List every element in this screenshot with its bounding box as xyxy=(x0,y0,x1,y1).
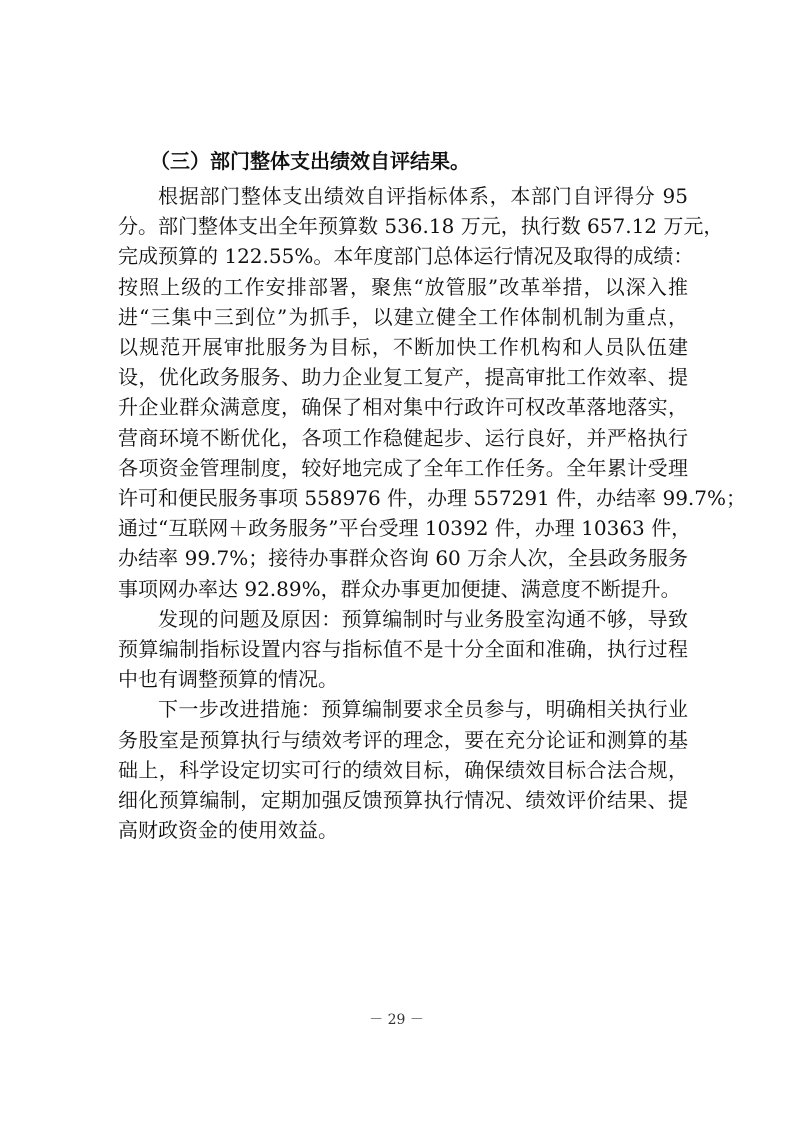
text-line: 完成预算的 122.55%。本年度部门总体运行情况及取得的成绩： xyxy=(118,244,694,269)
text-line: 通过“互联网＋政务服务”平台受理 10392 件，办理 10363 件， xyxy=(118,516,692,541)
section-heading: （三）部门整体支出绩效自评结果。 xyxy=(150,149,470,173)
text-line: 进“三集中三到位”为抓手，以建立健全工作体制机制为重点， xyxy=(118,304,688,329)
text-line: 务股室是预算执行与绩效考评的理念，要在充分论证和测算的基 xyxy=(118,727,688,752)
text-line: 预算编制指标设置内容与指标值不是十分全面和准确，执行过程 xyxy=(118,637,688,662)
text-line: 高财政资金的使用效益。 xyxy=(118,818,338,843)
text-line: 按照上级的工作安排部署，聚焦“放管服”改革举措，以深入推 xyxy=(118,274,688,299)
text-line: 办结率 99.7%；接待办事群众咨询 60 万余人次，全县政务服务 xyxy=(118,546,688,571)
paragraph-improvements xyxy=(118,694,688,845)
text-line: 分。部门整体支出全年预算数 536.18 万元，执行数 657.12 万元， xyxy=(118,214,724,239)
text-line: 许可和便民服务事项 558976 件，办理 557291 件，办结率 99.7%； xyxy=(118,486,747,511)
text-line: 升企业群众满意度，确保了相对集中行政许可权改革落地落实， xyxy=(118,395,688,420)
paragraph-self-evaluation xyxy=(118,181,747,604)
paragraph-problems xyxy=(118,604,688,695)
text-line: 各项资金管理制度，较好地完成了全年工作任务。全年累计受理 xyxy=(118,455,688,480)
text-line: 事项网办率达 92.89%，群众办事更加便捷、满意度不断提升。 xyxy=(118,576,681,601)
body-text xyxy=(118,181,747,845)
text-line: 发现的问题及原因：预算编制时与业务股室沟通不够，导致 xyxy=(158,606,688,631)
text-line: 根据部门整体支出绩效自评指标体系，本部门自评得分 95 xyxy=(158,184,688,208)
text-line: 中也有调整预算的情况。 xyxy=(118,667,338,692)
text-line: 营商环境不断优化，各项工作稳健起步、运行良好，并严格执行 xyxy=(118,425,688,450)
text-line: 下一步改进措施：预算编制要求全员参与，明确相关执行业 xyxy=(158,697,688,722)
text-line: 细化预算编制，定期加强反馈预算执行情况、绩效评价结果、提 xyxy=(118,788,688,813)
text-line: 础上，科学设定切实可行的绩效目标，确保绩效目标合法合规， xyxy=(118,757,688,782)
text-line: 设，优化政务服务、助力企业复工复产，提高审批工作效率、提 xyxy=(118,365,688,390)
page-number: － 29 － xyxy=(369,1012,424,1028)
text-line: 以规范开展审批服务为目标，不断加快工作机构和人员队伍建 xyxy=(118,335,688,360)
